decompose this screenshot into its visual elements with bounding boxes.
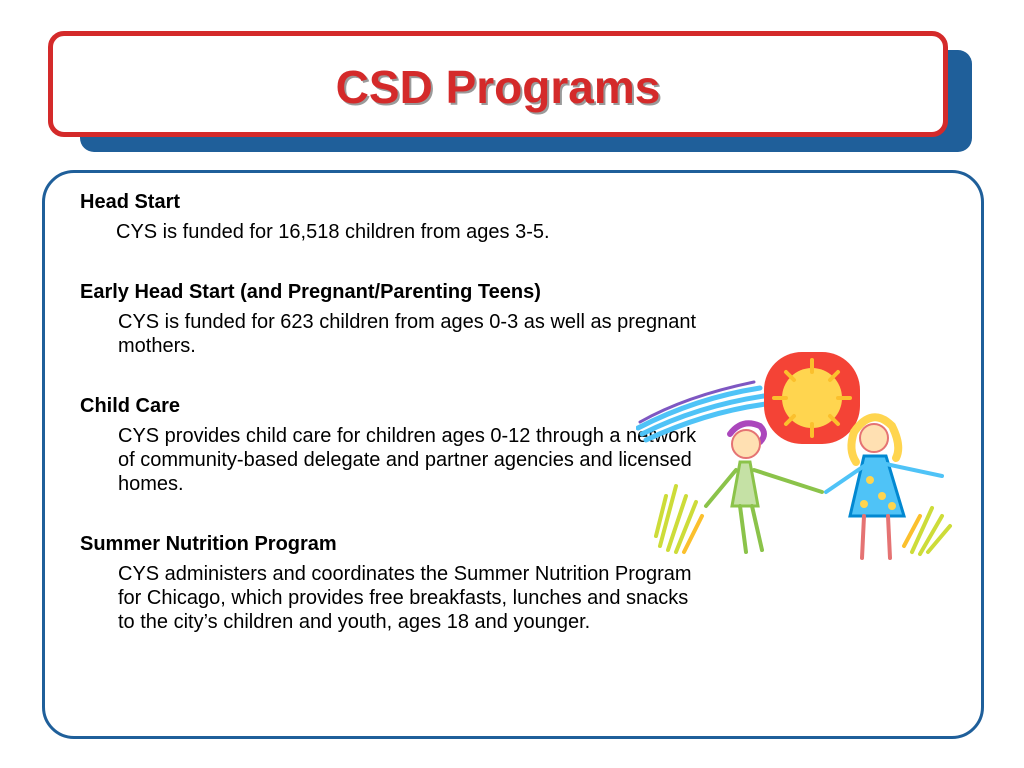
title-box — [48, 31, 948, 137]
content-area — [80, 190, 730, 634]
section-body: CYS provides child care for children ages 0-12 through a network of community-based delegate and partner agencies and licensed homes. — [118, 425, 697, 495]
section-heading: Head Start — [80, 191, 181, 213]
girl-figure — [826, 417, 942, 558]
grass-right — [904, 508, 950, 554]
section-child-care — [80, 394, 730, 496]
section-heading: Child Care — [80, 395, 181, 417]
section-heading: Early Head Start (and Pregnant/Parenting Teens) — [80, 281, 541, 303]
section-body: CYS is funded for 16,518 children from ages 3-5. — [116, 221, 550, 243]
section-head-start — [80, 190, 730, 244]
section-summer-nutrition — [80, 532, 730, 634]
sun-drawing — [764, 352, 860, 444]
section-body: CYS administers and coordinates the Summer Nutrition Program for Chicago, which provides free breakfasts, lunches and snacks to the city’s children and youth, ages 18 and younger. — [118, 563, 692, 633]
section-early-head-start — [80, 280, 730, 358]
section-body: CYS is funded for 623 children from ages 0-3 as well as pregnant mothers. — [118, 311, 697, 357]
slide-title: CSD Programs — [335, 61, 661, 113]
grass-left — [656, 486, 702, 552]
children-drawing-illustration — [636, 346, 954, 578]
section-heading: Summer Nutrition Program — [80, 533, 337, 555]
